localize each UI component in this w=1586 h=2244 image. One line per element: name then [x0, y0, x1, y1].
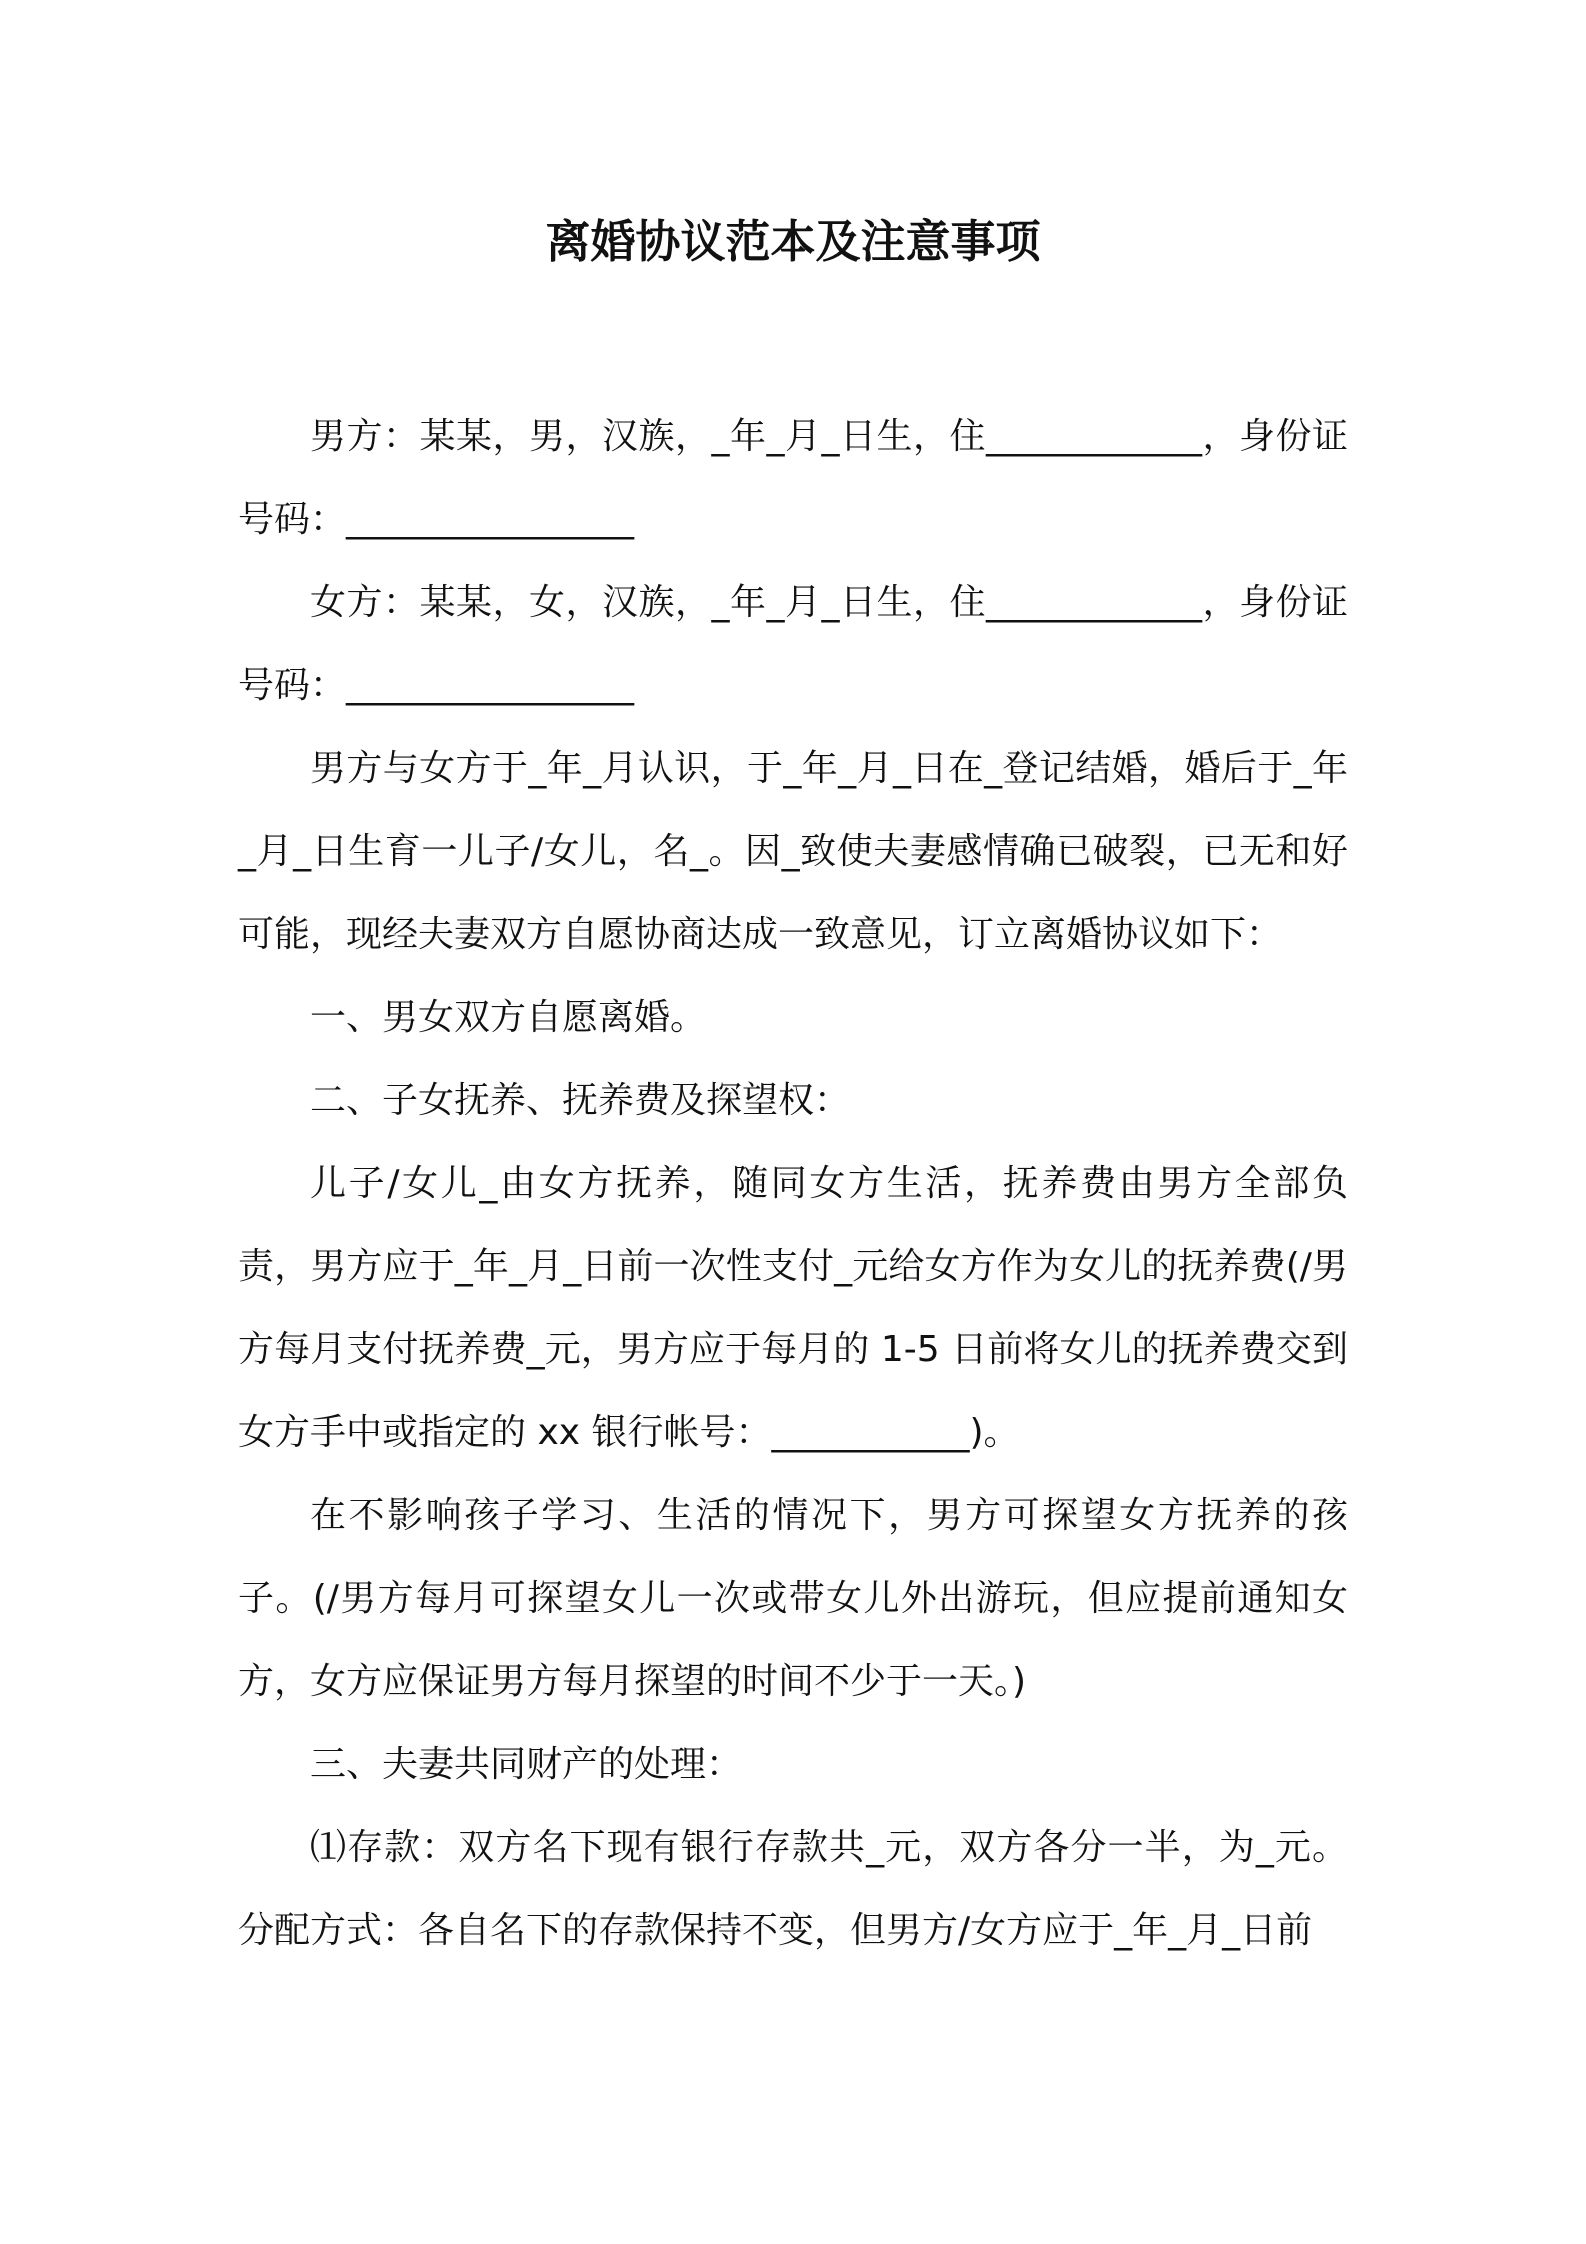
clause-1-voluntary-divorce: 一、男女双方自愿离婚。 [310, 997, 707, 1038]
paragraph-female-party: 女方：某某，女，汉族，_年_月_日生，住____________，身份证号码：________________ [238, 582, 1348, 706]
clause-2-heading: 二、子女抚养、抚养费及探望权： [310, 1080, 851, 1121]
paragraph-visitation-rights: 在不影响孩子学习、生活的情况下，男方可探望女方抚养的孩子。(/男方每月可探望女儿一次或带女儿外出游玩，但应提前通知女方，女方应保证男方每月探望的时间不少于一天。) [238, 1495, 1348, 1702]
document-title: 离婚协议范本及注意事项 [545, 215, 1041, 268]
document-body [238, 395, 1348, 1972]
paragraph-marriage-background: 男方与女方于_年_月认识，于_年_月_日在_登记结婚，婚后于_年_月_日生育一儿子/女儿，名_。因_致使夫妻感情确已破裂，已无和好可能，现经夫妻双方自愿协商达成一致意见，订立离婚协议如下： [238, 748, 1348, 955]
clause-3-heading: 三、夫妻共同财产的处理： [310, 1744, 743, 1785]
paragraph-male-party: 男方：某某，男，汉族，_年_月_日生，住____________，身份证号码：________________ [238, 416, 1348, 540]
paragraph-child-custody-support: 儿子/女儿_由女方抚养，随同女方生活，抚养费由男方全部负责，男方应于_年_月_日前一次性支付_元给女方作为女儿的抚养费(/男方每月支付抚养费_元，男方应于每月的 1-5 日前将女儿的抚养费交到女方手中或指定的 xx 银行帐号：___________)。 [238, 1163, 1348, 1453]
paragraph-deposits-division: ⑴存款：双方名下现有银行存款共_元，双方各分一半，为_元。分配方式：各自名下的存款保持不变，但男方/女方应于_年_月_日前 [238, 1827, 1348, 1951]
